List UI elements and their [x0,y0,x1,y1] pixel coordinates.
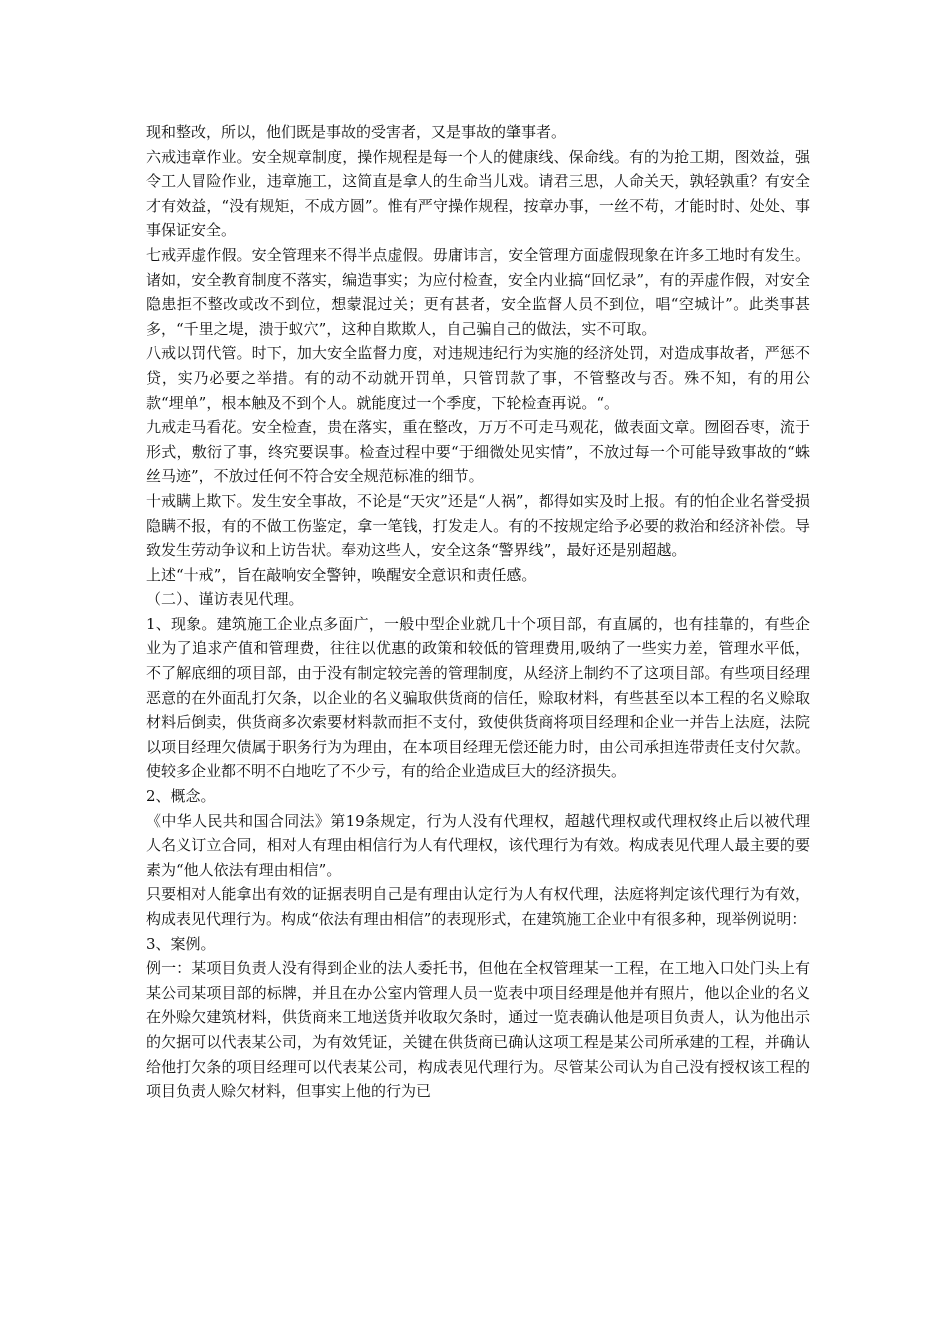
paragraph-concept-law: 《中华人民共和国合同法》第19条规定，行为人没有代理权，超越代理权或代理权终止后以被代理人名义订立合同，相对人有理由相信行为人有代理权，该代理行为有效。构成表见代理人最主要的要素为“他人依法有理由相信”。 [146,811,810,879]
document-body [146,120,810,1104]
paragraph-concept-explanation: 只要相对人能拿出有效的证据表明自己是有理由认定行为人有权代理，法庭将判定该代理行为有效，构成表见代理行为。构成“依法有理由相信”的表现形式，在建筑施工企业中有很多种，现举例说明： [146,885,810,928]
paragraph-rule-7: 七戒弄虚作假。安全管理来不得半点虚假。毋庸讳言，安全管理方面虚假现象在许多工地时有发生。诸如，安全教育制度不落实，编造事实；为应付检查，安全内业搞“回忆录”，有的弄虚作假，对安全隐患拒不整改或改不到位，想蒙混过关；更有甚者，安全监督人员不到位，唱“空城计”。此类事甚多，“千里之堤，溃于蚁穴”，这种自欺欺人，自己骗自己的做法，实不可取。 [146,245,810,338]
paragraph-intro-tail: 现和整改，所以，他们既是事故的受害者，又是事故的肇事者。 [146,123,567,141]
subheading-concept: 2、概念。 [146,787,216,806]
paragraph-case-1: 例一：某项目负责人没有得到企业的法人委托书，但他在全权管理某一工程，在工地入口处门头上有某公司某项目部的标牌，并且在办公室内管理人员一览表中项目经理是他并有照片，他以企业的名义在外赊欠建筑材料，供货商来工地送货并收取欠条时，通过一览表确认他是项目负责人，认为他出示的欠据可以代表某公司，为有效凭证，关键在供货商已确认这项工程是某公司所承建的工程，并确认给他打欠条的项目经理可以代表某公司，构成表见代理行为。尽管某公司认为自己没有授权该工程的项目负责人赊欠材料，但事实上他的行为已 [146,959,810,1101]
paragraph-rule-8: 八戒以罚代管。时下，加大安全监督力度，对违规违纪行为实施的经济处罚，对造成事故者，严惩不贷，实乃必要之举措。有的动不动就开罚单，只管罚款了事，不管整改与否。殊不知，有的用公款“埋单”，根本触及不到个人。就能度过一个季度，下轮检查再说。“。 [146,344,810,412]
paragraph-rule-6: 六戒违章作业。安全规章制度，操作规程是每一个人的健康线、保命线。有的为抢工期，图效益，强令工人冒险作业，违章施工，这简直是拿人的生命当儿戏。请君三思，人命关天，孰轻孰重？有安全才有效益，“没有规矩，不成方圆”。惟有严守操作规程，按章办事，一丝不苟，才能时时、处处、事事保证安全。 [146,147,810,240]
paragraph-summary: 上述“十戒”，旨在敲响安全警钟，唤醒安全意识和责任感。 [146,565,537,584]
paragraph-rule-9: 九戒走马看花。安全检查，贵在落实，重在整改，万万不可走马观花，做表面文章。囫囵吞枣，流于形式，敷衍了事，终究要误事。检查过程中要“于细微处见实情”，不放过每一个可能导致事故的“蛛丝马迹”，不放过任何不符合安全规范标准的细节。 [146,418,810,486]
paragraph-phenomenon: 1、现象。建筑施工企业点多面广，一般中型企业就几十个项目部，有直属的，也有挂靠的，有些企业为了追求产值和管理费，往往以优惠的政策和较低的管理费用,吸纳了一些实力差，管理水平低，不了解底细的项目部，由于没有制定较完善的管理制度，从经济上制约不了这项目部。有些项目经理恶意的在外面乱打欠条，以企业的名义骗取供货商的信任，赊取材料，有些甚至以本工程的名义赊取材料后倒卖，供货商多次索要材料款而拒不支付，致使供货商将项目经理和企业一并告上法庭，法院以项目经理欠债属于职务行为为理由，在本项目经理无偿还能力时，由公司承担连带责任支付欠款。使较多企业都不明不白地吃了不少亏，有的给企业造成巨大的经济损失。 [146,614,810,781]
paragraph-rule-10: 十戒瞒上欺下。发生安全事故，不论是“天灾”还是“人祸”，都得如实及时上报。有的怕企业名誉受损隐瞒不报，有的不做工伤鉴定，拿一笔钱，打发走人。有的不按规定给予必要的救治和经济补偿。导致发生劳动争议和上访告状。奉劝这些人，安全这条“警界线”，最好还是别超越。 [146,491,810,560]
section-heading: （二）、谨访表见代理。 [146,590,304,609]
subheading-cases: 3、案例。 [146,934,216,953]
